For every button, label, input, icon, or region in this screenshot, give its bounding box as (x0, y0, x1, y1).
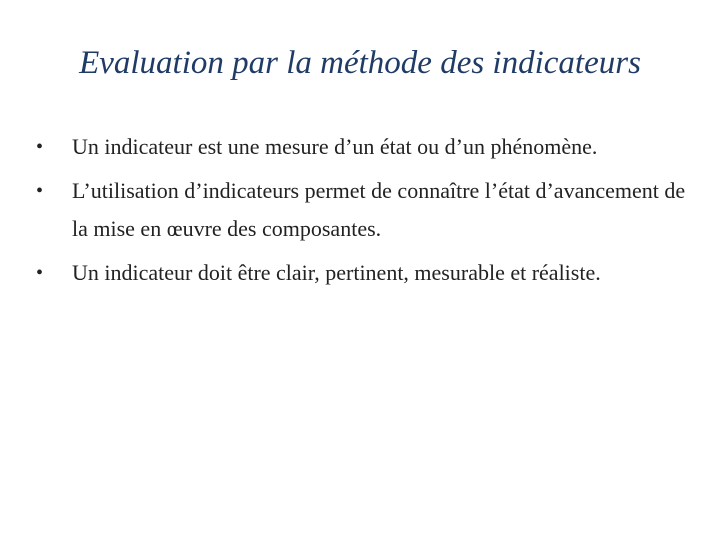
bullet-text: L’utilisation d’indicateurs permet de connaître l’état d’avancement de la mise en œuvre des composantes. (72, 178, 686, 241)
bullet-dot-icon: • (36, 180, 44, 202)
bullet-item (36, 254, 696, 292)
bullet-item (36, 172, 696, 248)
bullet-dot-icon: • (36, 262, 44, 284)
bullet-text: Un indicateur est une mesure d’un état ou d’un phénomène. (72, 134, 598, 159)
bullet-list (36, 128, 696, 298)
bullet-dot-icon: • (36, 136, 44, 158)
bullet-text: Un indicateur doit être clair, pertinent, mesurable et réaliste. (72, 260, 601, 285)
slide-title: Evaluation par la méthode des indicateurs (79, 45, 641, 81)
bullet-item (36, 128, 696, 166)
